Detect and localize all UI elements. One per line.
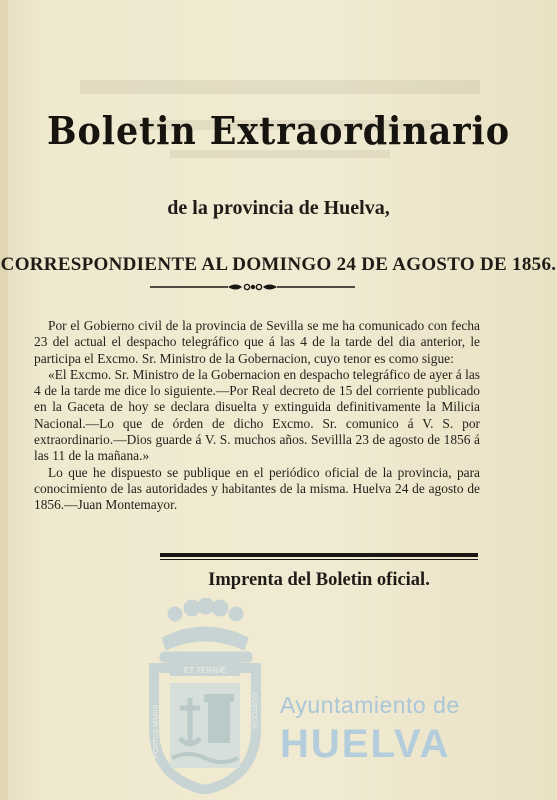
body-paragraph: Por el Gobierno civil de la provincia de Sevilla se me ha comunicado con fecha 23 del actual el despacho telegráfico que á las 4 de la tarde del dia anterior, le participa el Excmo. Sr. Ministro de la Gobernacion, cuyo tenor es como sigue: [34,318,480,366]
document-subtitle: de la provincia de Huelva, [167,197,390,219]
date-line: CORRESPONDIENTE AL DOMINGO 24 DE AGOSTO DE 1856. [0,254,557,275]
crest-banner-text: ET TERRÆ [184,666,226,675]
body-paragraph: «El Excmo. Sr. Ministro de la Gobernacion en despacho telegráfico de ayer á las 4 de la tarde me dice lo siguiente.—Por Real decreto de 15 del corriente publicado en la Gaceta de hoy se declara disuelta y extinguida definitivamente la Milicia Nacional.—Lo que de órden de dicho Excmo. Sr. comunico á V. S. por extraordinario.—Dios guarde á V. S. muchos años. Sevillla 23 de agosto de 1856 á las 11 de la mañana.» [34,366,480,464]
footer-rule-thin [160,559,478,560]
watermark-text-huelva: HUELVA [280,722,451,766]
watermark-text-ayuntamiento: Ayuntamiento de [280,692,460,718]
crest-left-text: PORTUS MARIS [153,704,160,758]
binding-edge [0,0,8,800]
imprint-line: Imprenta del Boletin oficial. [208,570,430,590]
body-text [34,318,480,514]
body-paragraph: Lo que he dispuesto se publique en el periódico oficial de la provincia, para conocimiento de las autoridades y habitantes de la misma. Huelva 24 de agosto de 1856.—Juan Montemayor. [34,464,480,513]
crest-right-text: CUSTODIA [250,693,257,730]
footer-rule-thick [160,553,478,557]
document-title: Boletin Extraordinario [47,108,510,153]
city-crest-watermark-icon [140,598,270,794]
ornament-divider [150,280,355,294]
